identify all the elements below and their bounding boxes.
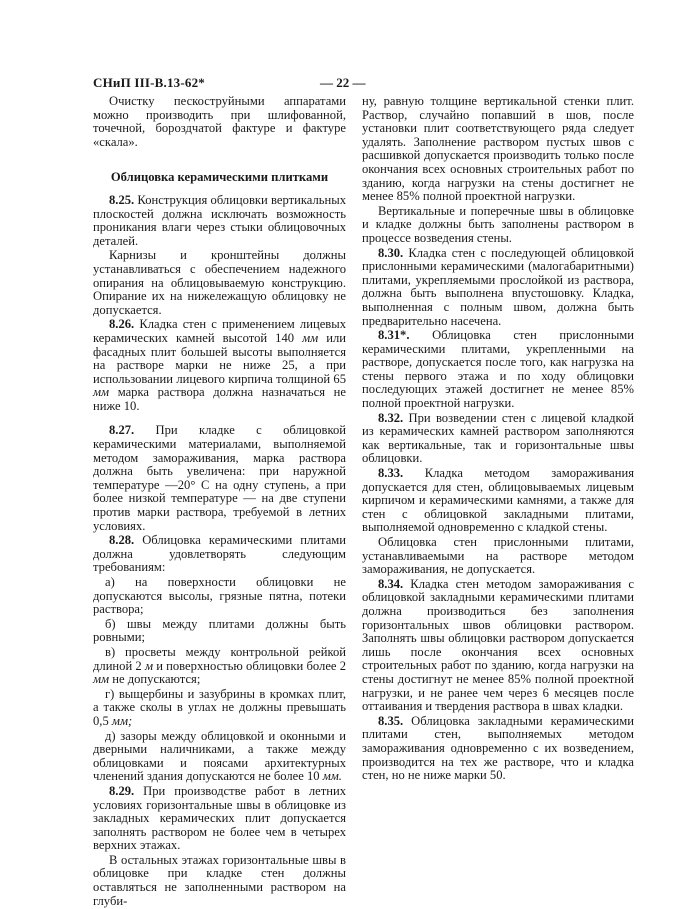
paragraph: Карнизы и кронштейны должны устанавливаться с обеспечением надежного опирания на облицовываемую конструкцию. Опирание их на нижележащую облицовку не допускается.	[93, 248, 346, 317]
clause-8-25	[93, 194, 346, 248]
left-column	[93, 95, 346, 909]
clause-8-32	[362, 412, 634, 466]
clause-text: Кладка методом замораживания допускается для стен, облицовываемых лицевым кирпичом и керамическими камнями, а также для стен с облицовкой закладными плитами, выполняемой одновременно с кладкой стены.	[362, 466, 634, 535]
clause-text: Кладка стен с последующей облицовкой прислонными керамическими (малогабаритными) плитами, укрепляемыми прослойкой из раствора, должна быть выполнена впустошовку. Кладка, выполненная с полным швом, должна быть предварительно насечена.	[362, 245, 634, 328]
clause-number: 8.32.	[378, 410, 404, 425]
list-item: а) на поверхности облицовки не допускаются высолы, грязные пятна, потеки раствора;	[93, 575, 346, 617]
clause-8-33	[362, 467, 634, 535]
clause-text: При производстве работ в летних условиях горизонтальные швы в облицовке из закладных керамических плит допускается заполнять раствором не более чем в четырех верхних этажах.	[93, 783, 346, 853]
clause-8-26	[93, 318, 346, 413]
clause-8-27	[93, 424, 346, 533]
list-item: д) зазоры между облицовкой и оконными и дверными наличниками, а также между облицовками и поясами архитектурных членений здания допускаются не более 10 мм.	[93, 728, 346, 784]
clause-number: 8.30.	[378, 245, 404, 260]
clause-number: 8.25.	[109, 192, 135, 207]
paragraph: Очистку пескоструйными аппаратами можно производить при шлифованной, точечной, бороздчатой фактуре и фактуре «скала».	[93, 94, 346, 149]
clause-text: Облицовка стен прислонными керамическими плитами, укрепленными на растворе, допускается после того, как нагрузка на стены первого этажа и по ходу облицовки последующих этажей достигнет не менее 85% полной проектной нагрузки.	[362, 328, 634, 411]
clause-number: 8.31*.	[378, 328, 410, 343]
clause-text: При возведении стен с лицевой кладкой из керамических камней раствором заполняются как вертикальные, так и горизонтальные швы облицовки.	[362, 410, 634, 466]
list-item: б) швы между плитами должны быть ровными;	[93, 616, 346, 645]
document-code: СНиП III-В.13-62*	[93, 75, 206, 90]
clause-8-29	[93, 785, 346, 853]
clause-number: 8.33.	[378, 466, 404, 481]
clause-text: Облицовка закладными керамическими плитами стен, выполняемых методом замораживания одновременно с их возведением, производится на тех же растворе, что и кладка стен, но не ниже марки 50.	[362, 713, 634, 783]
clause-text: Конструкция облицовки вертикальных плоскостей должна исключать возможность проникания влаги через стыки облицовочных деталей.	[93, 192, 346, 248]
right-column	[362, 95, 634, 784]
clause-text: или фасадных плит большей высоты выполняется на растворе марки не ниже 25, а при использовании лицевого кирпича толщиной 65	[93, 330, 346, 386]
page-number: — 22 —	[320, 75, 366, 90]
clause-number: 8.27.	[109, 423, 135, 438]
unit: мм	[93, 672, 110, 687]
list-item: в) просветы между контрольной рейкой длиной 2 м и поверхностью облицовки более 2 мм не допускаются;	[93, 644, 347, 687]
unit: мм.	[322, 769, 342, 784]
clause-8-34	[362, 578, 634, 714]
paragraph: Вертикальные и поперечные швы в облицовке и кладке должны быть заполнены раствором в процессе возведения стены.	[362, 203, 634, 245]
clause-number: 8.29.	[109, 783, 135, 798]
clause-text: марка раствора должна назначаться не ниже 10.	[93, 385, 346, 413]
clause-8-28	[93, 534, 346, 575]
clause-text: Кладка стен с применением лицевых керамических камней высотой 140	[93, 317, 346, 345]
clause-text: При кладке с облицовкой керамическими материалами, выполняемой методом замораживания, марка раствора должна быть увеличена: при наружной температуре —20° С на одну ступень, а при более низкой температуре — на две ступени против марки раствора, требуемой в летних условиях.	[93, 423, 346, 533]
clause-number: 8.26.	[109, 317, 135, 332]
list-item: г) выщербины и зазубрины в кромках плит, а также сколы в углах не должны превышать 0,5 мм;	[93, 686, 346, 728]
clause-number: 8.28.	[109, 533, 135, 548]
section-heading: Облицовка керамическими плитками	[110, 170, 329, 185]
clause-text: Кладка стен методом замораживания с облицовкой закладными керамическими плитами должна производиться без заполнения горизонтальных швов облицовки раствором. Заполнять швы облицовки раствором допускается лишь после окончания всех основных строительных работ по зданию, когда нагрузки на стены достигнут не менее 85% полной проектной нагрузки, и не ранее чем через 6 месяцев после оттаивания и твердения раствора в швах кладки.	[362, 576, 634, 714]
unit: мм	[302, 330, 319, 345]
clause-8-31	[362, 329, 634, 411]
unit: мм;	[111, 713, 133, 728]
clause-8-30	[362, 247, 634, 329]
clause-number: 8.34.	[378, 576, 404, 591]
clause-number: 8.35.	[378, 713, 404, 728]
unit: мм	[93, 385, 110, 400]
unit: м	[144, 658, 153, 673]
clause-text: Облицовка керамическими плитами должна удовлетворять следующим требованиям:	[93, 533, 346, 575]
paragraph: В остальных этажах горизонтальные швы в облицовке при кладке стен должны оставляться не заполненными раствором на глуби-	[93, 852, 346, 908]
clause-8-35	[362, 715, 634, 783]
paragraph: Облицовка стен прислонными плитами, устанавливаемыми на растворе методом замораживания, не допускается.	[362, 535, 634, 577]
paragraph-continued: ну, равную толщине вертикальной стенки плит. Раствор, случайно попавший в шов, после установки плит соответствующего ряда следует удалять. Заполнение раствором пустых швов с расшивкой допускается производить только после окончания всех основных строительных работ по зданию, когда нагрузки на стены достигнет не менее 85% полной проектной нагрузки.	[362, 94, 634, 204]
